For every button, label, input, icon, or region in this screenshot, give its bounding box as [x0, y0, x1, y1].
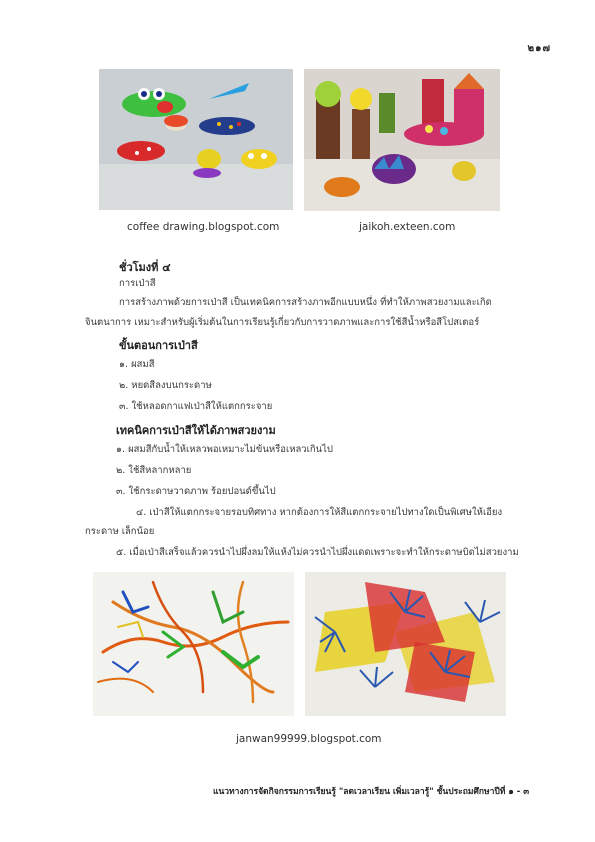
blow-painting-photo-left: [93, 572, 294, 716]
tips-heading: เทคนิคการเป่าสีให้ได้ภาพสวยงาม: [116, 424, 276, 437]
intro-line-1: การสร้างภาพด้วยการเป่าสี เป็นเทคนิคการสร้างภาพอีกแบบหนึ่ง ที่ทำให้ภาพสวยงามและเกิด: [119, 297, 492, 308]
tip-5: ๕. เมื่อเป่าสีเสร็จแล้วควรนำไปผึ่งลมให้แห้งไม่ควรนำไปผึ่งแดดเพราะจะทำให้กระดาษบิดไม่สวยงาม: [116, 547, 519, 558]
step-item: ๓. ใช้หลอดกาแฟเป่าสีให้แตกกระจาย: [119, 401, 273, 412]
page-number: ๒๑๗: [527, 43, 551, 54]
tip-item: ๒. ใช้สีหลากหลาย: [116, 465, 192, 476]
session-title: ชั่วโมงที่ ๔: [119, 261, 171, 274]
photo-credit-left: coffee drawing.blogspot.com: [127, 221, 280, 233]
tip-4-line-1: ๔. เป่าสีให้แตกกระจายรอบทิศทาง หากต้องการให้สีแตกกระจายไปทางใดเป็นพิเศษให้เอียง: [136, 507, 503, 518]
photo-credit-bottom: janwan99999.blogspot.com: [236, 733, 382, 745]
tip-item: ๓. ใช้กระดาษวาดภาพ ร้อยปอนด์ขึ้นไป: [116, 486, 276, 497]
intro-line-2: จินตนาการ เหมาะสำหรับผู้เริ่มต้นในการเรียนรู้เกี่ยวกับการวาดภาพและการใช้สีน้ำหรือสีโปสเตอร์: [85, 317, 480, 328]
blow-painting-photo-right: [305, 572, 506, 716]
topic-label: การเป่าสี: [119, 278, 156, 289]
clay-castle-photo: [304, 69, 500, 211]
photo-credit-right: jaikoh.exteen.com: [359, 221, 456, 233]
clay-animals-photo: [99, 69, 293, 210]
tip-4-line-2: กระดาษ เล็กน้อย: [85, 526, 155, 537]
page-footer: แนวทางการจัดกิจกรรมการเรียนรู้ "ลดเวลาเรียน เพิ่มเวลารู้" ชั้นประถมศึกษาปีที่ ๑ - ๓: [213, 787, 529, 797]
tip-item: ๑. ผสมสีกับน้ำให้เหลวพอเหมาะไม่ข้นหรือเหลวเกินไป: [116, 444, 333, 455]
step-item: ๒. หยดสีลงบนกระดาษ: [119, 380, 212, 391]
steps-heading: ขั้นตอนการเป่าสี: [119, 339, 198, 352]
step-item: ๑. ผสมสี: [119, 359, 155, 370]
